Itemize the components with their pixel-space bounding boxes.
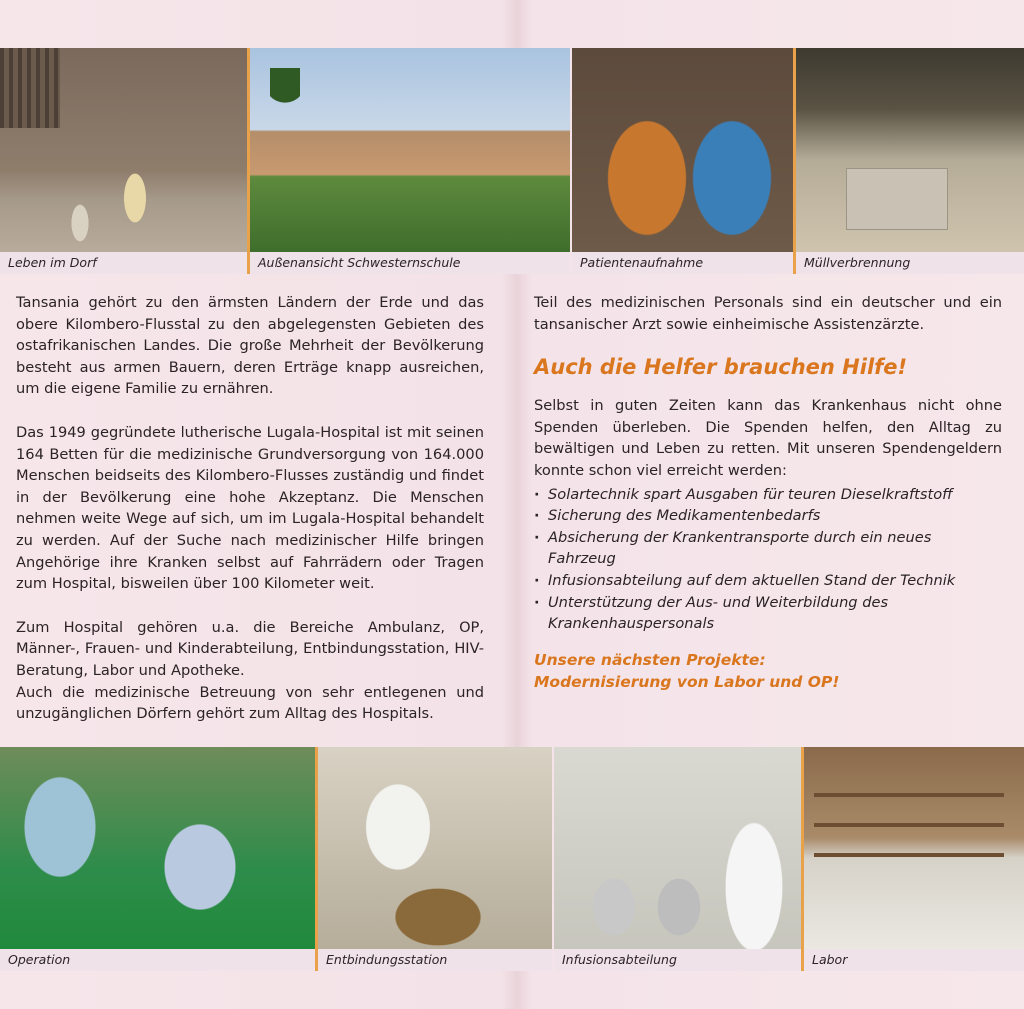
- photo-caption: Infusionsabteilung: [554, 949, 801, 971]
- section-heading: Auch die Helfer brauchen Hilfe!: [534, 355, 908, 380]
- photo-maternity-ward: [318, 747, 552, 971]
- departments-paragraph: Zum Hospital gehören u.a. die Bereiche Ambulanz, OP, Männer-, Frauen- und Kinderabteilung, Entbindungsstation, HIV-Beratung, Labor und Apotheke.: [16, 618, 484, 679]
- left-text-column: [16, 292, 484, 725]
- list-item: · Sicherung des Medikamentenbedarfs: [534, 505, 1002, 527]
- achievements-list: [534, 484, 1002, 635]
- list-item: · Unterstützung der Aus- und Weiterbildung des Krankenhauspersonals: [534, 592, 1002, 635]
- list-item: · Solartechnik spart Ausgaben für teuren Dieselkraftstoff: [534, 484, 1002, 506]
- staff-paragraph: Teil des medizinischen Personals sind ein deutscher und ein tansanischer Arzt sowie einheimische Assistenzärzte.: [534, 294, 1002, 333]
- photo-caption: Außenansicht Schwesternschule: [250, 252, 570, 274]
- photo-caption: Leben im Dorf: [0, 252, 247, 274]
- operation-image: [0, 747, 315, 949]
- photo-caption: Operation: [0, 949, 315, 971]
- photo-village: [0, 48, 250, 274]
- laboratory-image: [804, 747, 1024, 949]
- next-projects-detail: Modernisierung von Labor und OP!: [534, 672, 840, 691]
- photo-caption: Labor: [804, 949, 1024, 971]
- photo-waste-incineration: [796, 48, 1024, 274]
- list-item: · Absicherung der Krankentransporte durch ein neues Fahrzeug: [534, 527, 1002, 570]
- photo-operation: [0, 747, 318, 971]
- photo-patient-admission: [572, 48, 796, 274]
- photo-caption: Müllverbrennung: [796, 252, 1024, 274]
- donations-paragraph: Selbst in guten Zeiten kann das Krankenhaus nicht ohne Spenden überleben. Die Spenden helfen, den Alltag zu bewältigen und Leben zu retten. Mit unseren Spendengeldern konnte schon viel erreicht werden:: [534, 397, 1002, 479]
- intro-paragraph: Tansania gehört zu den ärmsten Ländern der Erde und das obere Kilombero-Flusstal zu den abgelegensten Gebieten des ostafrikanischen Landes. Die große Mehrheit der Bevölkerung besteht aus armen Bauern, deren Erträge knapp ausreichen, um die eigene Familie zu ernähren.: [16, 294, 484, 398]
- hospital-paragraph: Das 1949 gegründete lutherische Lugala-Hospital ist mit seinen 164 Betten für die medizinische Grundversorgung von 164.000 Menschen beidseits des Kilombero-Flusses zuständig und findet in der Bevölkerung eine hohe Akzeptanz. Die Menschen nehmen weite Wege auf sich, um im Lugala-Hospital behandelt zu werden. Auf der Suche nach medizinischer Hilfe bringen Angehörige ihre Kranken selbst auf Fahrrädern oder Tragen zum Hospital, bisweilen über 100 Kilometer weit.: [16, 423, 484, 593]
- remote-villages-paragraph: Auch die medizinische Betreuung von sehr entlegenen und unzugänglichen Dörfern gehört zum Alltag des Hospitals.: [16, 683, 484, 723]
- photo-nursing-school: [250, 48, 570, 274]
- list-item: · Infusionsabteilung auf dem aktuellen Stand der Technik: [534, 570, 1002, 592]
- patient-admission-image: [572, 48, 793, 252]
- next-projects-title: Unsere nächsten Projekte:: [534, 650, 766, 669]
- infusion-department-image: [554, 747, 801, 949]
- waste-incineration-image: [796, 48, 1024, 252]
- maternity-ward-image: [318, 747, 552, 949]
- village-image: [0, 48, 247, 252]
- nursing-school-image: [250, 48, 570, 252]
- photo-caption: Entbindungsstation: [318, 949, 552, 971]
- photo-laboratory: [804, 747, 1024, 971]
- right-text-column: [534, 292, 1002, 693]
- photo-infusion-department: [554, 747, 804, 971]
- photo-caption: Patientenaufnahme: [572, 252, 793, 274]
